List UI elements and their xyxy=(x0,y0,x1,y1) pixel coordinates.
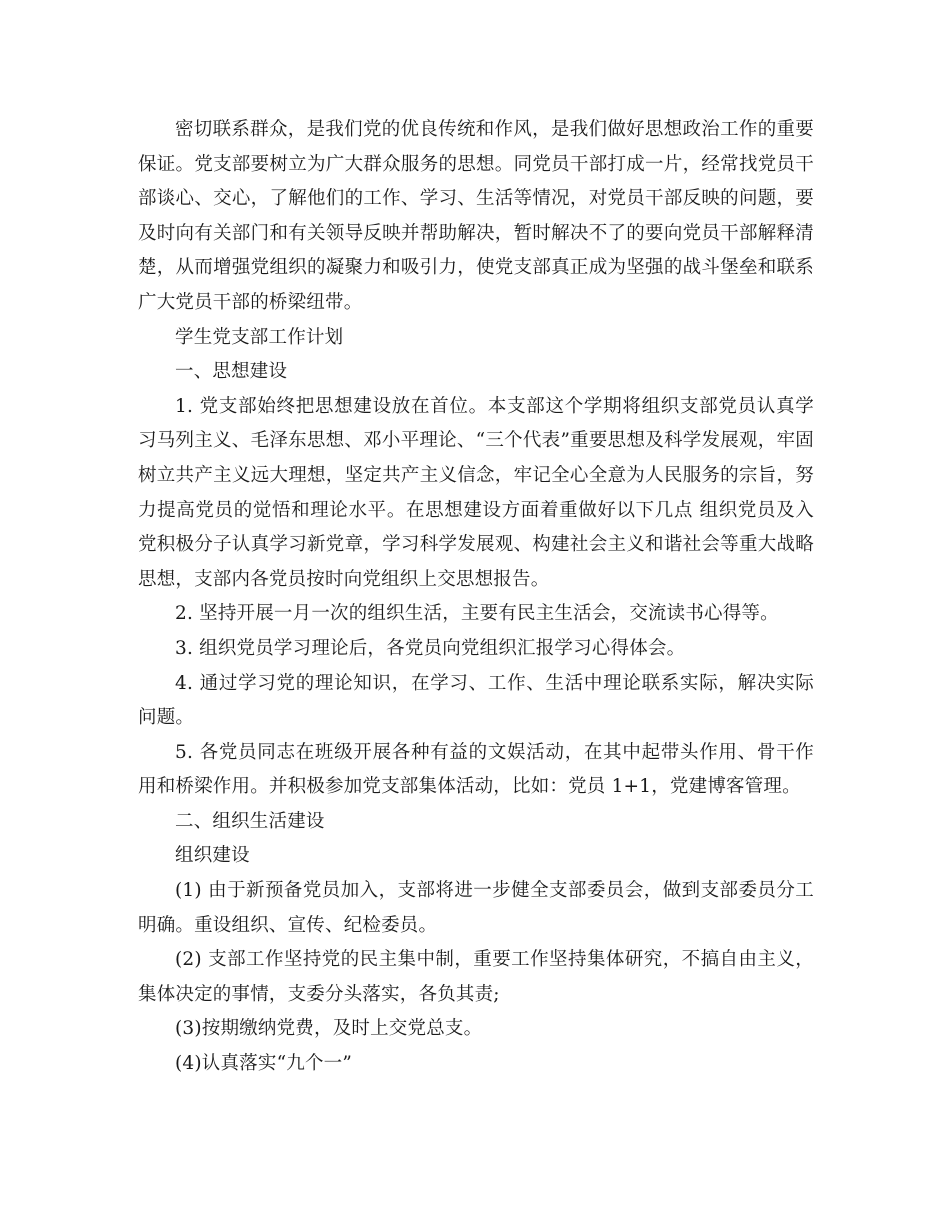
org-item-2: (2) 支部工作坚持党的民主集中制，重要工作坚持集体研究，不搞自由主义，集体决定的事情，支委分头落实，各负其责; xyxy=(138,949,814,1005)
org-item-4: (4)认真落实“九个一” xyxy=(175,1053,353,1075)
section-heading-organization-life: 二、组织生活建设 xyxy=(175,810,325,832)
list-item-5: 5. 各党员同志在班级开展各种有益的文娱活动，在其中起带头作用、骨干作用和桥梁作用。并积极参加党支部集体活动，比如：党员 1+1，党建博客管理。 xyxy=(138,741,814,798)
list-item-4: 4. 通过学习党的理论知识，在学习、工作、生活中理论联系实际，解决实际问题。 xyxy=(138,672,814,729)
document-body xyxy=(138,113,814,1082)
paragraph-mass-line: 密切联系群众，是我们党的优良传统和作风，是我们做好思想政治工作的重要保证。党支部要树立为广大群众服务的思想。同党员干部打成一片，经常找党员干部谈心、交心，了解他们的工作、学习、生活等情况，对党员干部反映的问题，要及时向有关部门和有关领导反映并帮助解决，暂时解决不了的要向党员干部解释清楚，从而增强党组织的凝聚力和吸引力，使党支部真正成为坚强的战斗堡垒和联系广大党员干部的桥梁纽带。 xyxy=(138,119,814,313)
list-item-3: 3. 组织党员学习理论后，各党员向党组织汇报学习心得体会。 xyxy=(175,637,686,659)
list-item-2: 2. 坚持开展一月一次的组织生活，主要有民主生活会，交流读书心得等。 xyxy=(175,603,779,625)
list-item-1: 1. 党支部始终把思想建设放在首位。本支部这个学期将组织支部党员认真学习马列主义、毛泽东思想、邓小平理论、“三个代表”重要思想及科学发展观，牢固树立共产主义远大理想，坚定共产主义信念，牢记全心全意为人民服务的宗旨，努力提高党员的觉悟和理论水平。在思想建设方面着重做好以下几点 组织党员及入党积极分子认真学习新党章，学习科学发展观、构建社会主义和谐社会等重大战略思想，支部内各党员按时向党组织上交思想报告。 xyxy=(138,395,814,590)
section-heading-ideology: 一、思想建设 xyxy=(175,361,288,383)
subheading-organization: 组织建设 xyxy=(175,845,250,867)
org-item-1: (1) 由于新预备党员加入，支部将进一步健全支部委员会，做到支部委员分工明确。重设组织、宣传、纪检委员。 xyxy=(138,880,814,936)
plan-title: 学生党支部工作计划 xyxy=(175,326,344,348)
org-item-3: (3)按期缴纳党费，及时上交党总支。 xyxy=(175,1018,483,1040)
